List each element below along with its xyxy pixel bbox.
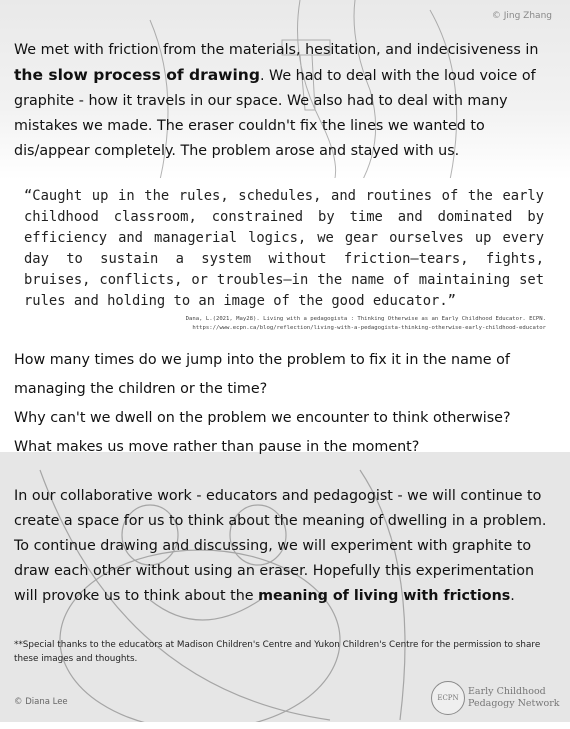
pedagogy-quote: “Caught up in the rules, schedules, and routines of the early childhood classroom, constrained by time and dominated by efficiency and managerial logics, we gear ourselves up every day to sustain a system without friction—tears, fights, bruises, conflicts, or troubles—in the name of maintaining set rules and holding to an image of the good educator.”: [24, 188, 544, 309]
logo-mark: ECPN: [437, 694, 459, 702]
acknowledgement-note: **Special thanks to the educators at Madison Children's Centre and Yukon Children's Centre for the permission to share these images and thoughts.: [14, 640, 541, 664]
question-line: How many times do we jump into the problem to fix it in the name of: [14, 352, 510, 368]
question-line: What makes us move rather than pause in the moment?: [14, 439, 420, 455]
citation-url: https://www.ecpn.ca/blog/reflection/living-with-a-pedagogista-thinking-otherwise-early-childhood-educator: [192, 325, 546, 331]
photo-credit-top: © Jing Zhang: [491, 11, 552, 21]
bottom-margin: [0, 722, 570, 729]
reflection-questions: [14, 346, 559, 462]
closing-emphasis: meaning of living with frictions: [258, 588, 511, 604]
citation-reference: Dana, L.(2021, May28). Living with a pedagogista : Thinking Otherwise as an Early Childhood Educator. ECPN.: [185, 316, 546, 322]
quote-citation: [26, 315, 546, 333]
closing-text: In our collaborative work - educators and pedagogist - we will continue to create a space for us to think about the meaning of dwelling in a problem. To continue drawing and discussing, we will experiment with graphite to draw each other without using an eraser. Hopefully this experimentation will provoke us to think about the: [14, 488, 547, 604]
organization-name-line1: Early Childhood: [468, 686, 546, 697]
intro-paragraph: [14, 38, 559, 164]
question-line: Why can't we dwell on the problem we encounter to think otherwise?: [14, 410, 511, 426]
organization-name-line2: Pedagogy Network: [468, 698, 560, 709]
closing-paragraph: [14, 484, 559, 609]
intro-emphasis: the slow process of drawing: [14, 66, 260, 84]
intro-text-end: . We had to deal with the loud voice of graphite - how it travels in our space. We also had to deal with many mistakes we made. The eraser couldn't fix the lines we wanted to dis/appear completely. The problem arose and stayed with us.: [14, 68, 536, 159]
photo-credit-bottom: © Diana Lee: [14, 697, 68, 707]
ecpn-logo-icon: [431, 681, 465, 715]
closing-text-end: .: [510, 588, 515, 604]
intro-text: We met with friction from the materials, hesitation, and indecisiveness in: [14, 42, 539, 58]
organization-name: [468, 686, 560, 710]
question-line: managing the children or the time?: [14, 381, 268, 397]
